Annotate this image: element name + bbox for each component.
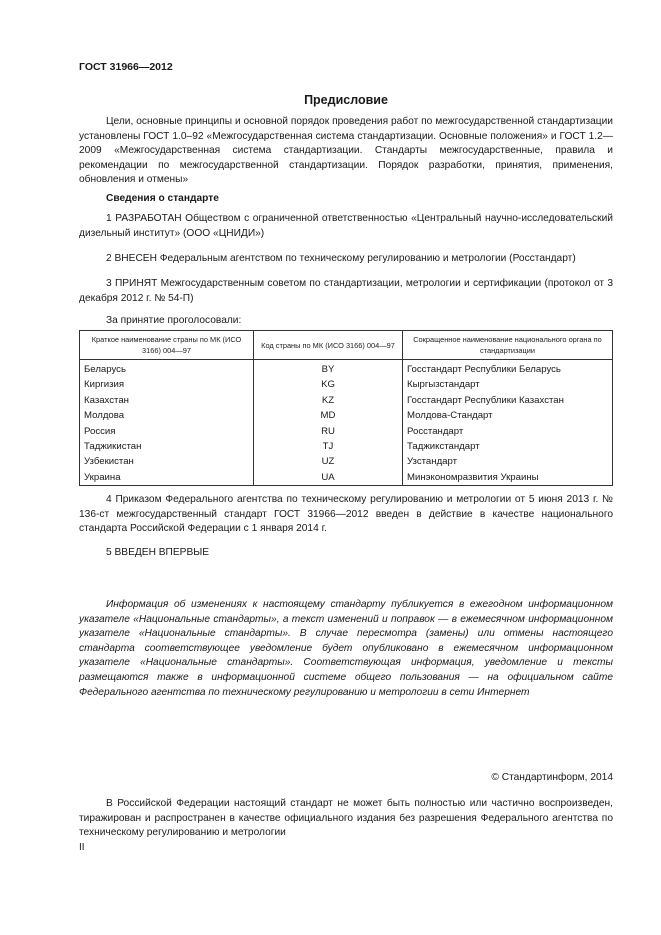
standards-body: Госстандарт Республики Казахстан — [403, 393, 613, 408]
country-name: Узбекистан — [80, 454, 254, 469]
standards-body: Росстандарт — [403, 424, 613, 439]
table-row — [80, 454, 613, 469]
table-row — [80, 470, 613, 486]
page-title: Предисловие — [304, 93, 388, 107]
reproduction-notice: В Российской Федерации настоящий стандарт не может быть полностью или частично воспроизведен, тиражирован и распространен в качестве официального издания без разрешения Федерального агентства по техническому регулированию и метрологии — [79, 798, 613, 839]
country-code: BY — [254, 360, 403, 378]
country-name: Украина — [80, 470, 254, 486]
table-row — [80, 377, 613, 392]
country-code: UA — [254, 470, 403, 486]
table-row — [80, 424, 613, 439]
standards-body: Кыргызстандарт — [403, 377, 613, 392]
standard-code-header: ГОСТ 31966—2012 — [79, 61, 173, 73]
voted-label: За принятие проголосовали: — [106, 315, 242, 326]
item-1-developed: 1 РАЗРАБОТАН Обществом с ограниченной ответственностью «Центральный научно-исследовательский дизельный институт» (ООО «ЦНИДИ») — [79, 213, 613, 239]
country-name: Молдова — [80, 408, 254, 423]
table-row — [80, 360, 613, 378]
standards-body: Госстандарт Республики Беларусь — [403, 360, 613, 378]
standards-body: Молдова-Стандарт — [403, 408, 613, 423]
country-code: TJ — [254, 439, 403, 454]
change-information: Информация об изменениях к настоящему стандарту публикуется в ежегодном информационном указателе «Национальные стандарты», а текст изменений и поправок — в ежемесячном информационном указателе «Национальные стандарты». В случае пересмотра (замены) или отмены настоящего стандарта соответствующее уведомление будет опубликовано в ежемесячном информационном указателе «Национальные стандарты». Соответствующая информация, уведомление и тексты размещаются также в информационной системе общего пользования — на официальном сайте Федерального агентства по техническому регулированию и метрологии в сети Интернет — [79, 599, 613, 698]
standards-body: Узстандарт — [403, 454, 613, 469]
country-name: Киргизия — [80, 377, 254, 392]
countries-table — [79, 330, 613, 486]
country-name: Беларусь — [80, 360, 254, 378]
table-row — [80, 393, 613, 408]
header-country-code: Код страны по МК (ИСО 3166) 004—97 — [254, 331, 403, 360]
standards-body: Таджикстандарт — [403, 439, 613, 454]
country-name: Россия — [80, 424, 254, 439]
country-code: KG — [254, 377, 403, 392]
item-2-introduced: 2 ВНЕСЕН Федеральным агентством по техническому регулированию и метрологии (Росстандарт) — [106, 253, 576, 264]
table-header-row — [80, 331, 613, 360]
copyright: © Стандартинформ, 2014 — [491, 772, 613, 783]
item-3-adopted: 3 ПРИНЯТ Межгосударственным советом по стандартизации, метрологии и сертификации (протокол от 3 декабря 2012 г. № 54-П) — [79, 278, 613, 304]
header-standards-body: Сокращенное наименование национального органа по стандартизации — [403, 331, 613, 360]
table-row — [80, 408, 613, 423]
standards-body: Минэкономразвития Украины — [403, 470, 613, 486]
country-code: RU — [254, 424, 403, 439]
header-country-name: Краткое наименование страны по МК (ИСО 3166) 004—97 — [80, 331, 254, 360]
country-code: UZ — [254, 454, 403, 469]
intro-paragraph: Цели, основные принципы и основной порядок проведения работ по межгосударственной стандартизации установлены ГОСТ 1.0–92 «Межгосударственная система стандартизации. Основные положения» и ГОСТ 1.2—2009 «Межгосударственная система стандартизации. Стандарты межгосударственные, правила и рекомендации по межгосударственной стандартизации. Порядок разработки, принятия, применения, обновления и отмены» — [79, 116, 613, 186]
country-code: MD — [254, 408, 403, 423]
country-name: Казахстан — [80, 393, 254, 408]
info-heading: Сведения о стандарте — [106, 193, 219, 204]
country-name: Таджикистан — [80, 439, 254, 454]
page-number: II — [79, 842, 85, 853]
country-code: KZ — [254, 393, 403, 408]
item-4-order: 4 Приказом Федерального агентства по техническому регулированию и метрологии от 5 июня 2013 г. № 136-ст межгосударственный стандарт ГОСТ 31966—2012 введен в действие в качестве национального стандарта Российской Федерации с 1 января 2014 г. — [79, 494, 613, 535]
item-5-first-introduced: 5 ВВЕДЕН ВПЕРВЫЕ — [106, 547, 210, 558]
table-row — [80, 439, 613, 454]
